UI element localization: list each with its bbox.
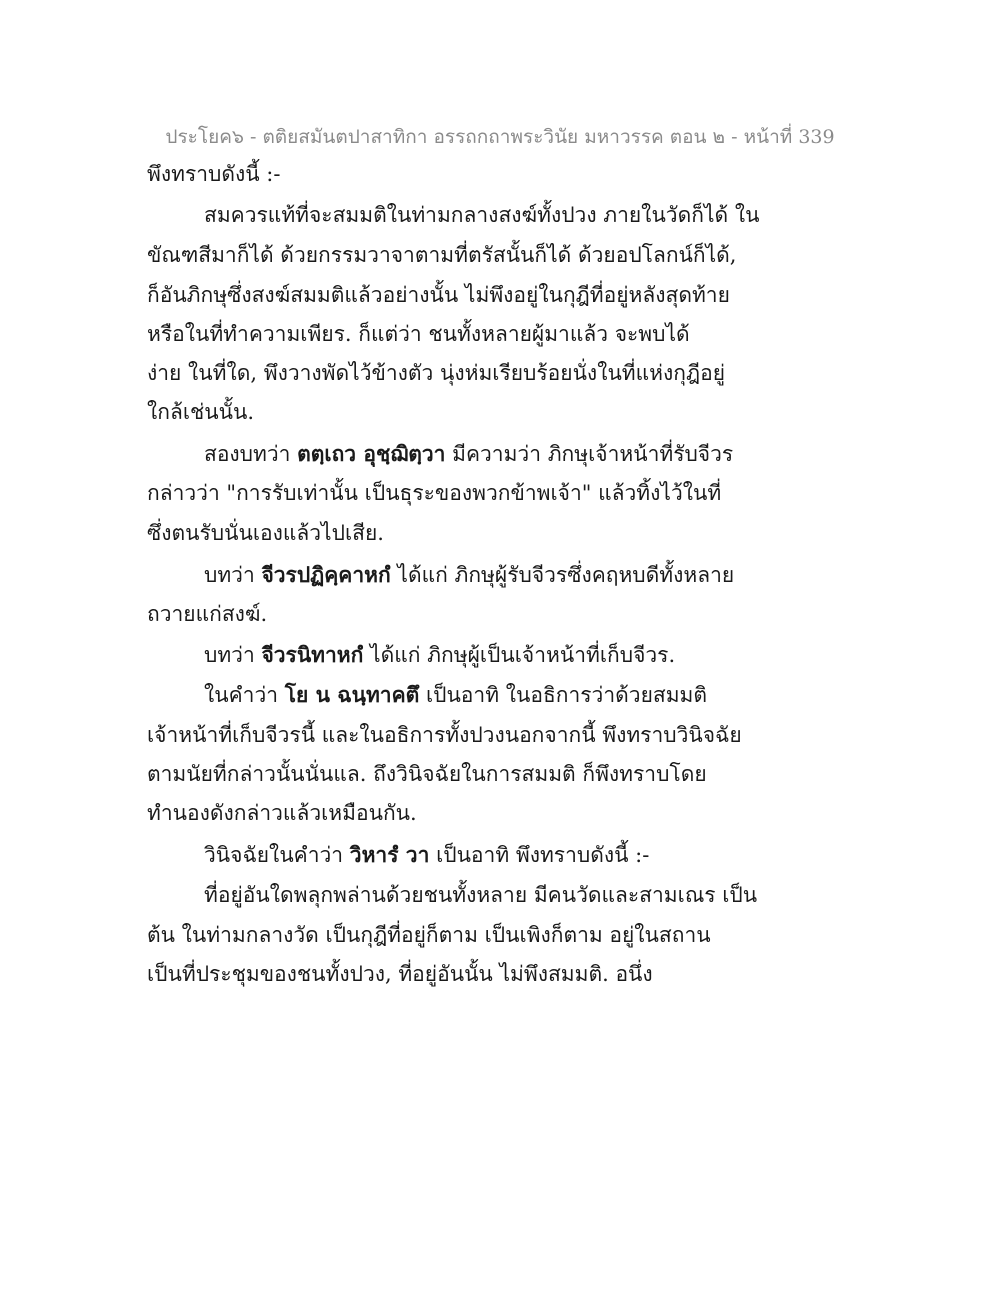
pali-term: จีวรปฏิคฺคาหกํ (261, 562, 391, 587)
line-text: วินิจฉัยในคำว่า (204, 843, 350, 867)
line-text: เป็นอาทิ พึงทราบดังนี้ :- (429, 843, 650, 867)
text-line: เป็นที่ประชุมของชนทั้งปวง, ที่อยู่อันนั้น ไม่พึงสมมติ. อนึ่ง (147, 962, 653, 986)
pali-term: ตตฺเถว อุชฺฌิตฺวา (297, 441, 446, 466)
text-line: ก็อันภิกษุซึ่งสงฆ์สมมติแล้วอย่างนั้น ไม่พึงอยู่ในกุฎีที่อยู่หลังสุดท้าย (147, 283, 730, 307)
line-text: บทว่า (204, 563, 262, 587)
text-line: สมควรแท้ที่จะสมมติในท่ามกลางสงฆ์ทั้งปวง ภายในวัดก็ได้ ใน (204, 203, 760, 227)
text-line: ที่อยู่อันใดพลุกพล่านด้วยชนทั้งหลาย มีคนวัดและสามเณร เป็น (204, 883, 758, 907)
text-line: ง่าย ในที่ใด, พึงวางพัดไว้ข้างตัว นุ่งห่มเรียบร้อยนั่งในที่แห่งกุฎีอยู่ (147, 361, 726, 385)
line-text: ได้แก่ ภิกษุผู้เป็นเจ้าหน้าที่เก็บจีวร. (363, 643, 676, 667)
text-line: เจ้าหน้าที่เก็บจีวรนี้ และในอธิการทั้งปวงนอกจากนี้ พึงทราบวินิจฉัย (147, 723, 742, 747)
text-line: ตามนัยที่กล่าวนั้นนั่นแล. ถึงวินิจฉัยในการสมมติ ก็พึงทราบโดย (147, 762, 707, 786)
text-line (204, 561, 734, 589)
text-line (204, 841, 649, 869)
line-text: สองบทว่า (204, 442, 298, 466)
pali-term: วิหารํ วา (349, 842, 430, 867)
text-line: ต้น ในท่ามกลางวัด เป็นกุฎีที่อยู่ก็ตาม เป็นเพิงก็ตาม อยู่ในสถาน (147, 923, 711, 947)
text-line: พึงทราบดังนี้ :- (147, 162, 281, 186)
line-text: บทว่า (204, 643, 262, 667)
text-line (204, 641, 675, 669)
text-line: ใกล้เช่นนั้น. (147, 400, 255, 424)
text-line: หรือในที่ทำความเพียร. ก็แต่ว่า ชนทั้งหลายผู้มาแล้ว จะพบได้ (147, 322, 690, 346)
line-text: ได้แก่ ภิกษุผู้รับจีวรซึ่งคฤหบดีทั้งหลาย (390, 563, 735, 587)
line-text: ในคำว่า (204, 683, 285, 707)
text-line (204, 440, 733, 468)
text-line: กล่าวว่า "การรับเท่านั้น เป็นธุระของพวกข้าพเจ้า" แล้วทิ้งไว้ในที่ (147, 481, 722, 505)
text-line: ขัณฑสีมาก็ได้ ด้วยกรรมวาจาตามที่ตรัสนั้นก็ได้ ด้วยอปโลกน์ก็ได้, (147, 243, 737, 267)
text-line: ซึ่งตนรับนั่นเองแล้วไปเสีย. (147, 521, 384, 545)
pali-term: โย น ฉนฺทาคตึ (284, 682, 420, 707)
text-line: ถวายแก่สงฆ์. (147, 602, 268, 626)
line-text: มีความว่า ภิกษุเจ้าหน้าที่รับจีวร (445, 442, 734, 466)
text-line: ทำนองดังกล่าวแล้วเหมือนกัน. (147, 801, 417, 825)
line-text: เป็นอาทิ ในอธิการว่าด้วยสมมติ (419, 683, 708, 707)
text-line (204, 681, 707, 709)
page-header: ประโยค๖ - ตติยสมันตปาสาทิกา อรรถกถาพระวินัย มหาวรรค ตอน ๒ - หน้าที่ 339 (165, 126, 835, 148)
pali-term: จีวรนิทาหกํ (261, 642, 364, 667)
